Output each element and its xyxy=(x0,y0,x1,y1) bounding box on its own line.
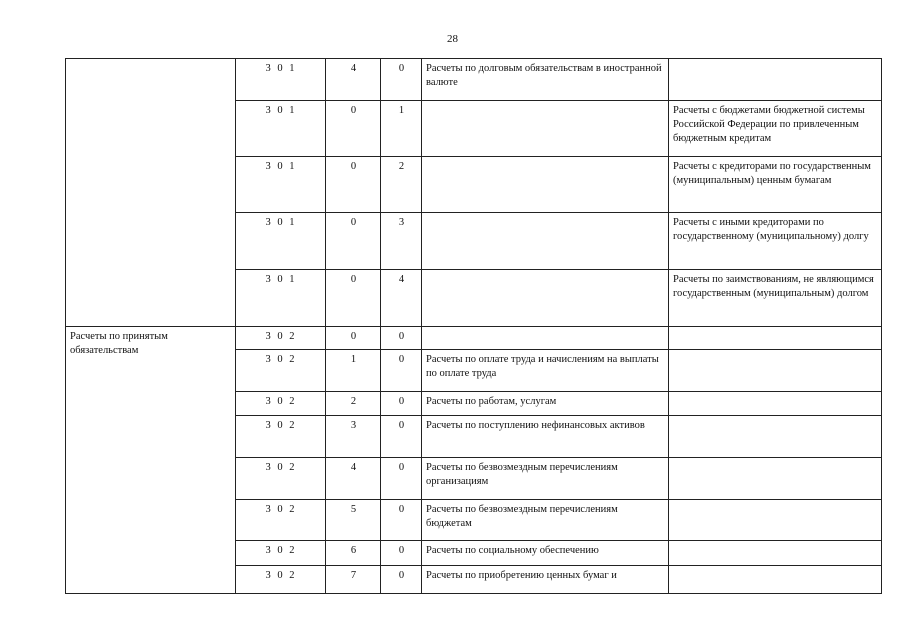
subaccount-cell: 5 xyxy=(326,500,381,541)
account-detail-cell xyxy=(669,327,882,350)
account-name-cell: Расчеты по работам, услугам xyxy=(422,392,669,416)
subaccount-cell: 7 xyxy=(326,566,381,594)
subaccount-cell: 4 xyxy=(326,59,381,101)
subaccount-cell: 4 xyxy=(326,458,381,500)
account-cell: 3 0 2 xyxy=(236,566,326,594)
account-cell: 3 0 2 xyxy=(236,416,326,458)
subaccount2-cell: 0 xyxy=(381,500,422,541)
subaccount2-cell: 0 xyxy=(381,541,422,566)
account-detail-cell: Расчеты с бюджетами бюджетной системы Российской Федерации по привлеченным бюджетным кредитам xyxy=(669,101,882,157)
account-cell: 3 0 1 xyxy=(236,157,326,213)
account-detail-cell: Расчеты с кредиторами по государственным (муниципальным) ценным бумагам xyxy=(669,157,882,213)
account-name-cell: Расчеты по безвозмездным перечислениям организациям xyxy=(422,458,669,500)
subaccount-cell: 0 xyxy=(326,157,381,213)
account-cell: 3 0 2 xyxy=(236,541,326,566)
account-name-cell: Расчеты по приобретению ценных бумаг и xyxy=(422,566,669,594)
subaccount2-cell: 0 xyxy=(381,458,422,500)
account-cell: 3 0 2 xyxy=(236,500,326,541)
account-name-cell xyxy=(422,327,669,350)
account-detail-cell xyxy=(669,59,882,101)
subaccount2-cell: 3 xyxy=(381,213,422,270)
subaccount2-cell: 0 xyxy=(381,416,422,458)
account-name-cell xyxy=(422,270,669,327)
account-name-cell: Расчеты по оплате труда и начислениям на выплаты по оплате труда xyxy=(422,350,669,392)
subaccount-cell: 0 xyxy=(326,327,381,350)
table-row xyxy=(66,327,882,350)
accounts-table xyxy=(65,58,882,594)
account-cell: 3 0 1 xyxy=(236,59,326,101)
subaccount2-cell: 0 xyxy=(381,327,422,350)
account-name-cell xyxy=(422,213,669,270)
account-detail-cell xyxy=(669,541,882,566)
subaccount2-cell: 0 xyxy=(381,350,422,392)
account-name-cell xyxy=(422,157,669,213)
account-name-cell: Расчеты по безвозмездным перечислениям бюджетам xyxy=(422,500,669,541)
account-name-cell xyxy=(422,101,669,157)
subaccount2-cell: 2 xyxy=(381,157,422,213)
subaccount2-cell: 4 xyxy=(381,270,422,327)
account-cell: 3 0 1 xyxy=(236,270,326,327)
group-cell xyxy=(66,59,236,327)
account-cell: 3 0 1 xyxy=(236,101,326,157)
account-cell: 3 0 2 xyxy=(236,350,326,392)
subaccount2-cell: 1 xyxy=(381,101,422,157)
account-detail-cell xyxy=(669,566,882,594)
account-detail-cell xyxy=(669,416,882,458)
account-name-cell: Расчеты по поступлению нефинансовых активов xyxy=(422,416,669,458)
account-detail-cell: Расчеты по заимствованиям, не являющимся государственным (муниципальным) долгом xyxy=(669,270,882,327)
subaccount-cell: 0 xyxy=(326,213,381,270)
account-detail-cell xyxy=(669,500,882,541)
table-row xyxy=(66,59,882,101)
account-detail-cell xyxy=(669,350,882,392)
subaccount-cell: 2 xyxy=(326,392,381,416)
subaccount-cell: 0 xyxy=(326,101,381,157)
account-detail-cell xyxy=(669,392,882,416)
account-detail-cell xyxy=(669,458,882,500)
subaccount2-cell: 0 xyxy=(381,59,422,101)
account-cell: 3 0 2 xyxy=(236,392,326,416)
subaccount2-cell: 0 xyxy=(381,566,422,594)
page-number: 28 xyxy=(447,33,458,45)
subaccount-cell: 1 xyxy=(326,350,381,392)
account-detail-cell: Расчеты с иными кредиторами по государственному (муниципальному) долгу xyxy=(669,213,882,270)
subaccount-cell: 6 xyxy=(326,541,381,566)
subaccount-cell: 0 xyxy=(326,270,381,327)
account-name-cell: Расчеты по долговым обязательствам в иностранной валюте xyxy=(422,59,669,101)
account-name-cell: Расчеты по социальному обеспечению xyxy=(422,541,669,566)
subaccount-cell: 3 xyxy=(326,416,381,458)
account-cell: 3 0 1 xyxy=(236,213,326,270)
subaccount2-cell: 0 xyxy=(381,392,422,416)
group-cell: Расчеты по принятым обязательствам xyxy=(66,327,236,594)
account-cell: 3 0 2 xyxy=(236,327,326,350)
account-cell: 3 0 2 xyxy=(236,458,326,500)
